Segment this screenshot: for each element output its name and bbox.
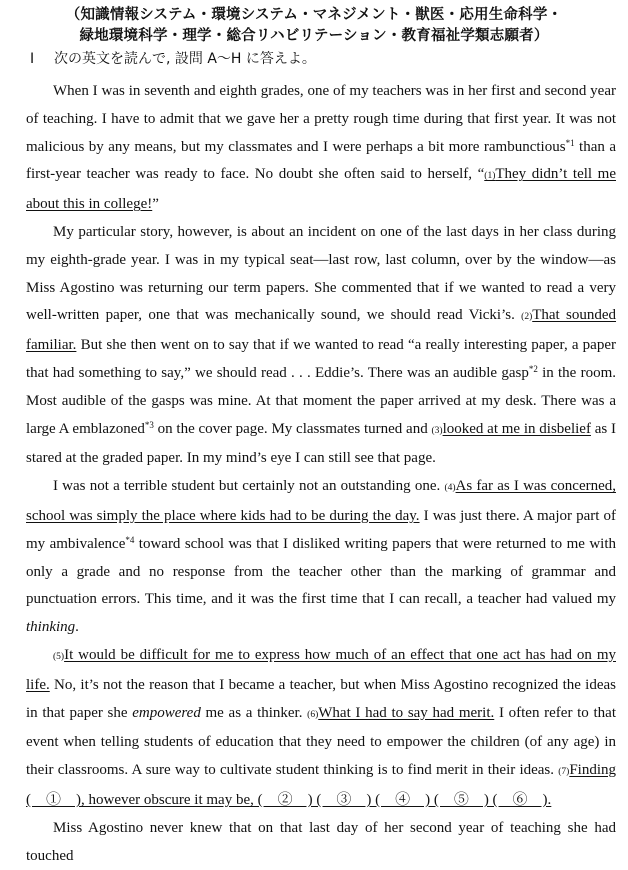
note-marker: *3 [144,419,154,430]
question-number: I [30,51,35,67]
underlined-phrase-7: Finding [569,762,616,779]
underline-marker: (2) [521,312,533,323]
note-marker: *1 [565,137,575,148]
underlined-phrase-5: It would be difficult for me to express how much of an effect that one act has had on my life. [26,646,616,693]
note-marker: *4 [125,534,135,545]
paragraph-3: I was not a terrible student but certainly not an outstanding one. (4)As far as I was concerned, school was simply the place where kids had to be during the day. I was just there. A major part of my ambivalence$^{*4}$ toward school was that I disliked writing papers that were returned to me with only a grade and no response from the teacher other than the marking of grammar and punctuation errors. This time, and it was the first time that I can recall, a teacher had valued my thinking. [26,478,616,636]
paragraph-4: (5)It would be difficult for me to express how much of an effect that one act has had on my life. No, it’s not the reason that I became a teacher, but when Miss Agostino recognized the ideas in that paper she empowered me as a thinker. (6)What I had to say had merit. I often refer to that event when telling students of education that they need to empower the children (of any age) in their classrooms. A sure way to cultivate student thinking is to find merit in their ideas. (7)Finding ( ① ), however obscure it may be, ( ② ) ( ③ ) ( ④ ) ( ⑤ ) ( ⑥ ). [26,646,616,808]
reorder-blanks: ( ① ), however obscure it may be, ( ② ) ( ③ ) ( ④ ) ( ⑤ ) ( ⑥ ). [26,791,552,808]
underlined-phrase-4: As far as I was concerned, school was simply the place where kids had to be during the day. [26,478,616,524]
passage [26,78,616,870]
paragraph-1: When I was in seventh and eighth grades, one of my teachers was in her first and second year of teaching. I have to admit that we gave her a pretty rough time during that first year. It was not malicious by any means, but my classmates and I were perhaps a bit more rambunctious$^{*1}$ than a first-year teacher was ready to face. No doubt she often said to herself, “(1)They didn’t tell me about this in college!” [26,83,616,213]
note-marker: *2 [528,363,538,374]
underline-marker: (6) [307,709,319,720]
paragraph-5: Miss Agostino never knew that on that last day of her second year of teaching she had touched [26,819,616,864]
applicant-header-line-2: 緑地環境科学・理学・総合リハビリテーション・教育福祉学類志願者） [79,28,549,44]
underline-marker: (3) [431,425,443,436]
paragraph-2: My particular story, however, is about an incident on one of the last days in her class during my eighth-grade year. I was in my typical seat—last row, last column, over by the window—as Miss Agostino was returning our term papers. She commented that if we wanted to read a very well-written paper, one that was mechanically sound, we should read Vicki’s. (2)That sounded familiar. But she then went on to say that if we wanted to read “a really interesting paper, a paper that had something to say,” we should read . . . Eddie’s. There was an audible gasp$^{*2}$ in the room. Most audible of the gasps was mine. At that moment the paper arrived at my desk. There was a large A emblazoned$^{*3}$ on the cover page. My classmates turned and (3)looked at me in disbelief as I stared at the graded paper. In my mind’s eye I can still see that page. [26,223,617,467]
applicant-header-line-1: （知識情報システム・環境システム・マネジメント・獣医・応用生命科学・ [65,7,563,23]
underline-marker: (1) [484,171,496,182]
emphasis-thinking: thinking [26,619,76,636]
underline-marker: (5) [53,651,65,662]
underline-marker: (7) [558,767,570,778]
underlined-phrase-3: looked at me in disbelief [442,420,591,437]
underlined-phrase-2: That sounded familiar. [26,307,617,354]
question-line [30,50,316,68]
question-instruction: 次の英文を読んで, 設問 A～H に答えよ。 [54,51,316,67]
underlined-phrase-1: (1)They didn’t tell me about this in college! [26,166,616,213]
emphasis-empowered: empowered [132,704,201,721]
underlined-phrase-6: What I had to say had merit. [318,704,495,721]
underline-marker: (4) [444,483,456,494]
